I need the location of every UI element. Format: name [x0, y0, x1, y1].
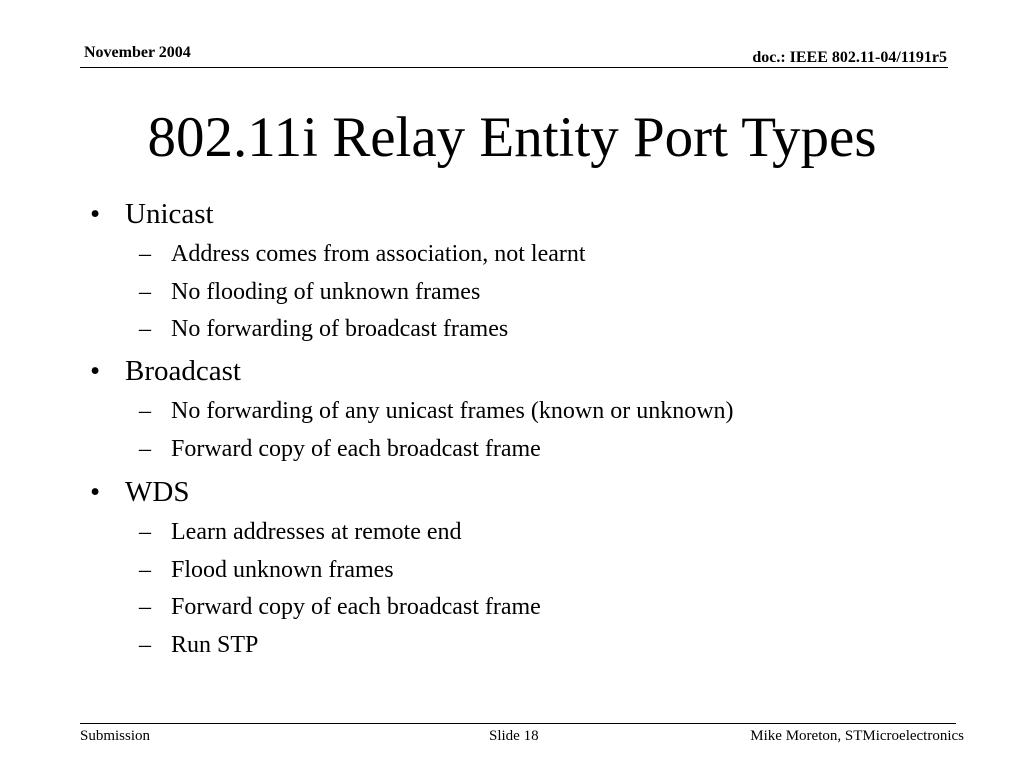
dash-icon: –	[139, 594, 151, 620]
sub-item-text: No flooding of unknown frames	[171, 279, 481, 305]
header-date: November 2004	[84, 44, 191, 61]
sub-item-text: Address comes from association, not learnt	[171, 241, 586, 267]
footer-divider	[80, 723, 956, 724]
dash-icon: –	[139, 279, 151, 305]
bullet-icon: •	[90, 198, 101, 230]
dash-icon: –	[139, 241, 151, 267]
bullet-label: WDS	[125, 476, 190, 508]
footer-slide-number: Slide 18	[489, 728, 539, 744]
dash-icon: –	[139, 316, 151, 342]
dash-icon: –	[139, 632, 151, 658]
dash-icon: –	[139, 557, 151, 583]
dash-icon: –	[139, 398, 151, 424]
footer-submission: Submission	[80, 728, 151, 744]
sub-item-text: Flood unknown frames	[171, 557, 394, 583]
footer-author: Mike Moreton, STMicroelectronics	[750, 728, 964, 744]
slide-title: 802.11i Relay Entity Port Types	[147, 106, 877, 169]
sub-item-text: No forwarding of broadcast frames	[171, 316, 509, 342]
bullet-icon: •	[90, 355, 101, 387]
sub-item-text: Run STP	[171, 632, 259, 658]
dash-icon: –	[139, 436, 151, 462]
sub-item-text: Forward copy of each broadcast frame	[171, 436, 541, 462]
sub-item-text: No forwarding of any unicast frames (known or unknown)	[171, 398, 734, 424]
bullet-label: Broadcast	[125, 355, 241, 387]
bullet-icon: •	[90, 476, 101, 508]
header-doc-id: doc.: IEEE 802.11-04/1191r5	[752, 49, 947, 66]
sub-item-text: Forward copy of each broadcast frame	[171, 594, 541, 620]
bullet-label: Unicast	[125, 198, 214, 230]
sub-item-text: Learn addresses at remote end	[171, 519, 462, 545]
dash-icon: –	[139, 519, 151, 545]
